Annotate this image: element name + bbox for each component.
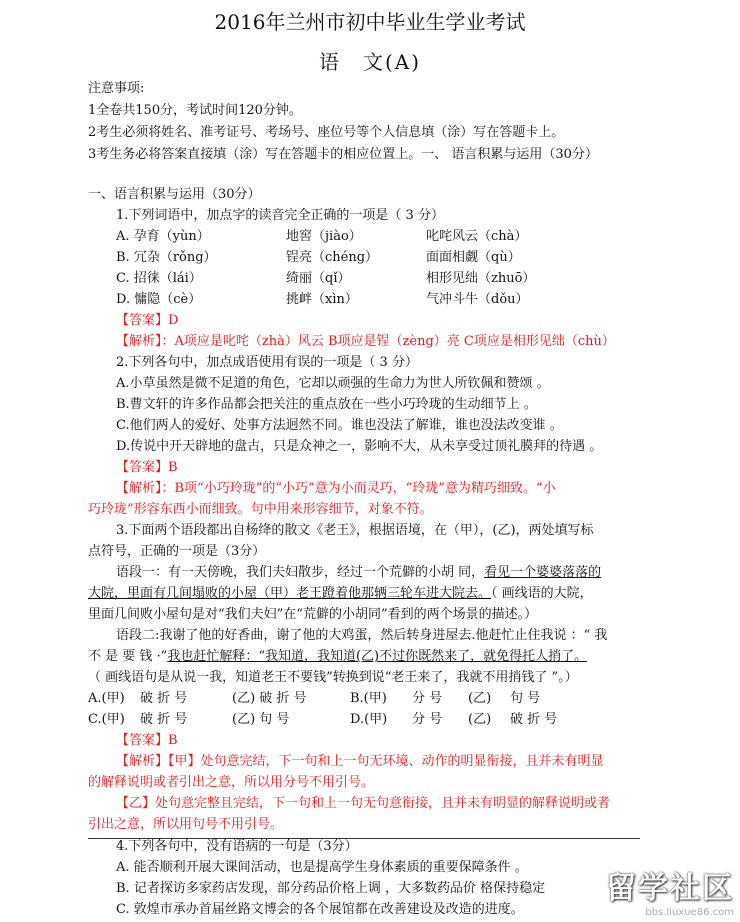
exam-subtitle: 语 文(A) [318,50,422,74]
question-stem: 1.下列词语中，加点字的读音完全正确的一项是（ 3 分） [116,208,444,223]
q3-option: (乙) 破 折 号 [232,691,307,706]
q1-option: 叱咤风云（chà） [426,229,528,244]
answer-line: 【答案】D [116,313,179,328]
q3-option: 句 号 [510,691,541,706]
q1-option: A. 孕育（yùn） [116,229,210,244]
note-item: 3考生务必将答案直接填（涂）写在答题卡的相应位置上。一、 语言积累与运用（30分） [88,147,598,162]
note-item: 2考生必须将姓名、准考证号、考场号、座位号等个人信息填（涂）写在答题卡上。 [88,125,565,140]
q3-option: 分 号 [412,712,443,727]
passage-text: 语段一：有一天傍晚，我们夫妇散步，经过一个荒僻的小胡 同， [116,565,485,580]
section-heading: 一、语言积累与运用（30分） [88,187,261,202]
question-stem: 2.下列各句中，加点成语使用有误的一项是（ 3 分） [116,355,418,370]
question-stem: 4.下列各句中，没有语病的一句是（3分） [116,839,358,854]
underlined-text: 我也赶忙解释：“我知道，我知道(乙)不过你既然来了，就免得托人捎了。 [167,649,588,664]
q4-option: A. 能否顺利开展大课间活动，也是提高学生身体素质的重要保障条件 。 [116,860,528,875]
q2-option: D.传说中开天辟地的盘古，只是众神之一，影响不大，从未享受过顶礼膜拜的待遇 。 [116,439,603,454]
exam-title: 2016年兰州市初中毕业生学业考试 [214,10,526,34]
q3-option: (乙) [468,712,492,727]
q1-option: 地窖（jiào） [286,229,362,244]
passage-line: （ 画线语句是从说一我，知道老王不要钱”转换到说“老王来了，我就不用捎钱了 ”。） [88,670,578,685]
q1-option: D. 慵隐（cè） [116,292,202,307]
q4-option: C. 敦煌市承办首届丝路文博会的各个展馆都在改善建设及改造的进度。 [116,902,524,917]
passage-text: （ 画线语的大院， [491,586,593,601]
watermark-text: 留学社区 [606,871,734,906]
q3-option: A.(甲) [88,691,125,706]
analysis-line: 的解释说明或者引出之意，所以用分号不用引号。 [88,775,375,790]
q3-option: (乙) 句 号 [232,712,290,727]
q1-option: 气冲斗牛（dǒu） [426,292,529,307]
analysis-line: 【解析】：B项“小巧玲珑”的“小巧”意为小而灵巧，“玲珑”意为精巧细致。“小 [116,481,556,496]
q2-option: B.曹文轩的许多作品都会把关注的重点放在一些小巧玲珑的生动细节上 。 [116,397,537,412]
q1-option: 绮丽（qǐ） [286,271,351,286]
q1-option: 挑衅（xìn） [286,292,358,307]
q3-option: B.(甲) [350,691,387,706]
notes-heading: 注意事项: [88,81,145,96]
note-item: 1全卷共150分，考试时间120分钟。 [88,103,302,118]
answer-line: 【答案】B [116,733,178,748]
q3-option: 分 号 [412,691,443,706]
q3-option: C.(甲) [88,712,125,727]
question-stem: 3.下面两个语段都出自杨绛的散文《老王》，根据语境，在（甲），(乙)，两处填写标 [116,523,594,538]
analysis-line: 引出之意，所以用句号不用引号。 [88,817,284,832]
question-stem: 点符号，正确的一项是（3分） [88,544,266,559]
analysis-line: 【解析】【甲】处句意完结，下一句和上一句无环境、动作的明显衔接，且并未有明显 [116,754,604,769]
passage-line: 里面几间败小屋句是对“我们夫妇”在“荒僻的小胡同”看到的两个场景的描述。） [88,607,538,622]
q4-option: B. 记者探访多家药店发现，部分药品价格上调 ，大多数药品价 格保持稳定 [116,881,546,896]
q3-option: 破 折 号 [140,712,188,727]
q3-option: 破 折 号 [510,712,558,727]
watermark-logo [606,863,734,918]
passage-line: 语段二:我谢了他的好香曲，谢了他的大鸡蛋，然后转身进屋去.他赶忙止住我说 ：“ 我 [116,628,608,643]
q1-option: 面面相觑（qù） [426,250,521,265]
q1-option: C. 招徕（lái） [116,271,202,286]
answer-line: 【答案】B [116,460,178,475]
q1-option: 相形见绌（zhuō） [426,271,536,286]
watermark-url: bbs.liuxue86.com [645,907,734,918]
passage-line [88,585,593,603]
q3-option: 破 折 号 [140,691,188,706]
underlined-text: 看见一个婆婆落落的 [484,565,602,580]
q2-option: C.他们两人的爱好、处事方法迥然不同。谁也没法了解谁，谁也没法改变谁 。 [116,418,563,433]
passage-line [116,564,601,582]
underlined-text: 大院，里面有几间塌败的小屋（甲）老王蹬着他那辆三轮车进大院去。 [88,586,492,601]
q3-option: (乙) [468,691,492,706]
q1-option: B. 冗杂（rǒng） [116,250,217,265]
passage-line [88,648,587,666]
q3-option: D.(甲) [350,712,388,727]
analysis-line: 【乙】处句意完整且完结，下一句和上一句无句意衔接，且并未有明显的解释说明或者 [116,796,611,811]
analysis-line: 【解析】：A项应是叱咤（zhà）风云 B项应是锃（zèng）亮 C项应是相形见绌（chù） [116,334,615,349]
q1-option: 锃亮（chéng） [286,250,379,265]
q2-option: A.小草虽然是微不足道的角色，它却以顽强的生命力为世人所钦佩和赞颂 。 [116,376,550,391]
passage-text: 不 是 要 钱 ·” [88,649,168,664]
analysis-line: 巧玲珑”形容东西小而细致。句中用来形容细节，对象不符。 [88,502,433,517]
